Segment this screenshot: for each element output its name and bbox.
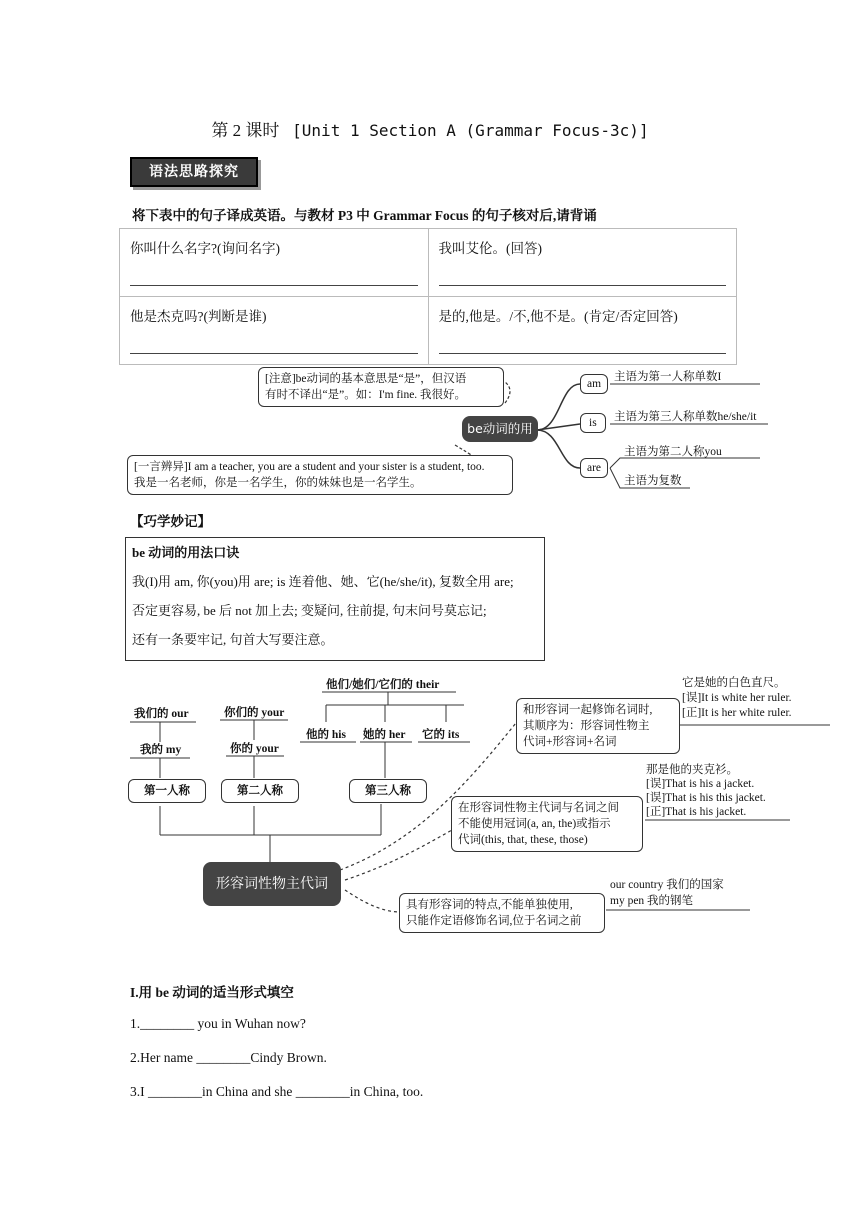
your-pl-label: 你们的 your <box>224 707 285 719</box>
am-desc: 主语为第一人称单数I <box>614 371 722 383</box>
memo-box <box>125 537 545 661</box>
rule1-box <box>516 698 680 754</box>
third-person-node: 第三人称 <box>349 779 427 803</box>
rule-line: 其顺序为：形容词性物主 <box>523 720 650 732</box>
rule-line: 代词(this, that, these, those) <box>458 834 588 846</box>
distinguish-box <box>127 455 513 495</box>
prompt-text: 他是杰克吗?(判断是谁) <box>130 309 267 324</box>
distinguish-line: 我是一名老师，你是一名学生，你的妹妹也是一名学生。 <box>134 477 422 489</box>
memo-title: be 动词的用法口诀 <box>132 545 240 560</box>
prompt-text: 我叫艾伦。(回答) <box>438 241 542 256</box>
am-node: am <box>580 374 608 394</box>
example-line: [误]That is his a jacket. <box>646 778 755 790</box>
rule-line: 代词+形容词+名词 <box>523 736 617 748</box>
question-2: 2.Her name ________Cindy Brown. <box>130 1050 327 1065</box>
example-line: 它是她的白色直尺。 <box>682 677 786 689</box>
rule-line: 在形容词性物主代词与名词之间 <box>458 802 619 814</box>
example3 <box>610 877 724 909</box>
example-line: [误]It is white her ruler. <box>682 692 792 704</box>
example-line: [误]That is his this jacket. <box>646 792 766 804</box>
my-label: 我的 my <box>140 744 182 756</box>
memo-line: 否定更容易, be 后 not 加上去; 变疑问, 往前提, 句末问号莫忘记; <box>132 603 487 618</box>
question-3: 3.I ________in China and she ________in China, too. <box>130 1084 424 1099</box>
rule3-box <box>399 893 605 933</box>
are-desc-you: 主语为第二人称you <box>624 446 722 458</box>
is-node: is <box>580 413 606 433</box>
example1 <box>682 676 792 721</box>
pronoun-center-node: 形容词性物主代词 <box>203 862 341 906</box>
prompt-text: 是的,他是。/不,他不是。(肯定/否定回答) <box>438 309 678 324</box>
distinguish-line: [一言辨异]I am a teacher, you are a student and your sister is a student, too. <box>134 461 485 473</box>
example-line: our country 我们的国家 <box>610 879 724 891</box>
memo-heading: 【巧学妙记】 <box>130 514 211 529</box>
instruction-text: 将下表中的句子译成英语。与教材 P3 中 Grammar Focus 的句子核对后,请背诵 <box>132 208 597 223</box>
exercise-heading: I.用 be 动词的适当形式填空 <box>130 985 294 1000</box>
first-person-node: 第一人称 <box>128 779 206 803</box>
our-label: 我们的 our <box>134 708 189 720</box>
second-person-node: 第二人称 <box>221 779 299 803</box>
is-desc: 主语为第三人称单数he/she/it <box>614 411 757 423</box>
rule-line: 和形容词一起修饰名词时, <box>523 704 653 716</box>
his-label: 他的 his <box>306 729 346 741</box>
her-label: 她的 her <box>363 729 406 741</box>
title-en: [Unit 1 Section A (Grammar Focus-3c)] <box>292 121 649 140</box>
be-center-node: be动词的用 <box>462 416 538 442</box>
example-line: my pen 我的钢笔 <box>610 895 694 907</box>
note-line: 有时不译出“是”。如：I'm fine. 我很好。 <box>265 389 467 401</box>
example2 <box>646 763 766 819</box>
are-desc-plural: 主语为复数 <box>624 475 682 487</box>
title-cn: 第 2 课时 <box>211 121 280 140</box>
your-label: 你的 your <box>230 743 279 755</box>
memo-line: 我(I)用 am, 你(you)用 are; is 连着他、她、它(he/she/it), 复数全用 are; <box>132 574 514 589</box>
rule2-box <box>451 796 643 852</box>
rule-line: 只能作定语修饰名词,位于名词之前 <box>406 915 582 927</box>
memo-line: 还有一条要牢记, 句首大写要注意。 <box>132 632 334 647</box>
example-line: 那是他的夹克衫。 <box>646 764 738 776</box>
be-note-box <box>258 367 504 407</box>
rule-line: 具有形容词的特点,不能单独使用, <box>406 899 573 911</box>
question-1: 1.________ you in Wuhan now? <box>130 1016 306 1031</box>
example-line: [正]It is her white ruler. <box>682 707 792 719</box>
section-badge: 语法思路探究 <box>130 157 258 187</box>
note-line: [注意]be动词的基本意思是“是”，但汉语 <box>265 373 467 385</box>
their-label: 他们/她们/它们的 their <box>326 679 440 691</box>
rule-line: 不能使用冠词(a, an, the)或指示 <box>458 818 611 830</box>
example-line: [正]That is his jacket. <box>646 806 747 818</box>
its-label: 它的 its <box>422 729 460 741</box>
are-node: are <box>580 458 608 478</box>
prompt-text: 你叫什么名字?(询问名字) <box>130 241 280 256</box>
